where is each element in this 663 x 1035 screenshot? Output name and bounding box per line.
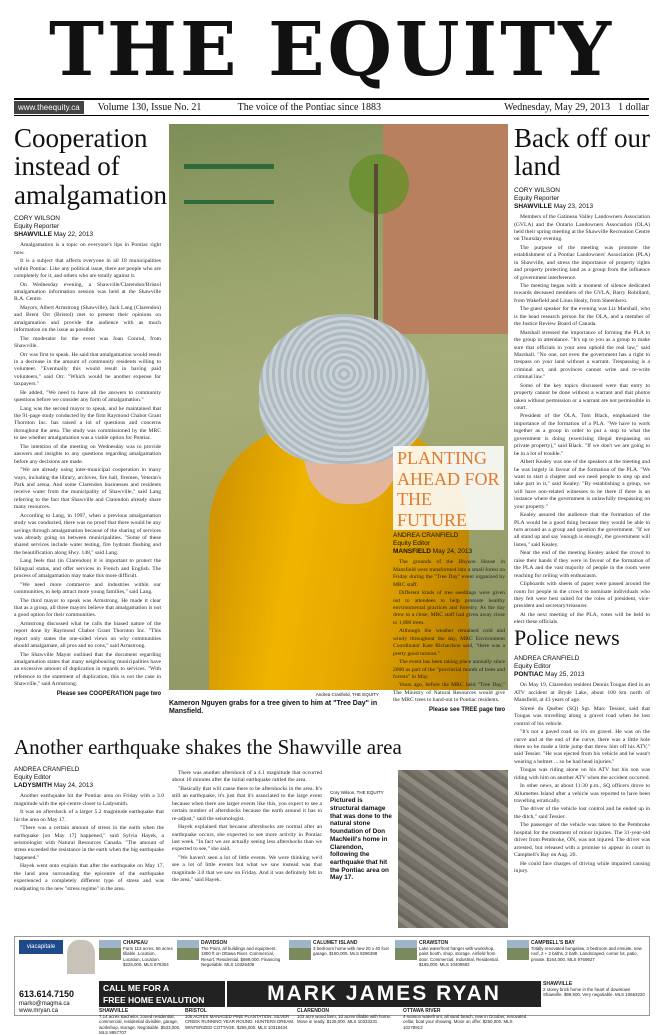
planting-overlay-title: PLANTING AHEAD FOR THE FUTURE	[393, 446, 504, 530]
headline-earthquake[interactable]: Another earthquake shakes the Shawville area	[14, 735, 402, 759]
byline	[514, 655, 650, 679]
listing-town: CHAPEAU	[123, 940, 148, 946]
listing-town: DAVIDSON	[201, 940, 228, 946]
paragraph: The guest speaker for the evening was Liz Marshall, who is the head research person for the OLA, and a member of the Justice Review Board of Canada.	[514, 306, 650, 328]
dateline-date: May 24, 2013	[53, 782, 94, 790]
paragraph: The Shawville Mayor outlined that the document regarding amalgamation states that many neighbouring municipalities have an excessive amount of duplication in regards to services. "With reference to the statement of duplication, this is not the case in Shawville," said Armstrong.	[14, 651, 161, 688]
dateline-date: May 25, 2013	[545, 671, 585, 679]
paragraph: Hayek explained that because aftershocks are normal after an earthquake occurs, she expected to see more activity in Pontiac last week. "In fact we are actually seeing less aftershocks than we expected to see," she said.	[172, 824, 322, 853]
author-name: CORY WILSON	[14, 215, 60, 223]
agent-email[interactable]: marko@magma.ca	[19, 1001, 70, 1007]
earthquake-photo[interactable]	[398, 770, 508, 928]
paragraph: Albert Kealey was one of the speakers at the meeting and he was largely in favour of the formation of the PLA. "We want to start a chapter and we need people to step up and take part in it," said Kealey. "By establishing a group, we will have non-related witnesses to be there if there is an instance where the government is unlawfully trespassing on your property."	[514, 459, 650, 510]
photo-credit: Cory Wilson, THE EQUITY	[330, 790, 384, 795]
photo-tent	[383, 124, 508, 334]
agent-website[interactable]: www.mryan.ca	[19, 1008, 59, 1015]
listing-text: 4-season waterfront, all sand beach, new in October, renovated cellar, boat your showing. Move on offer. $250,000. MLS 10278913	[403, 1014, 527, 1030]
paragraph: Marshall stressed the importance of forming the PLA to the group in attendance. "It's up to you as a group to make sure that officials in your area uphold the real law," said Marshall. "No one, not even the government has a right to trespass on your land without a warrant. Trespassing is a criminal act, and provinces cannot write and re-write criminal law."	[514, 329, 650, 381]
real-estate-ad[interactable]	[14, 936, 650, 1035]
listing-crawston[interactable]	[419, 940, 503, 978]
listing-ottawa-river[interactable]	[403, 1008, 527, 1030]
story-body	[393, 559, 505, 704]
tagline: The voice of the Pontiac since 1883	[237, 102, 381, 113]
listing-town: CLARENDON	[297, 1008, 329, 1014]
paragraph: According to Lang, in 1997, when a previous amalgamation study was conducted, there was no proof that there would be any savings through amalgamation because of the sharing of services was already going on between municipalities. "Some of these shared services include water testing, fire hydrant flushing and the beautification along Hwy. 148," said Lang.	[14, 512, 161, 556]
listing-text: Totally renovated bungalow, 3 bedroom and ensuite, new roof, 2 + 2 baths, 2 bath. Landscaped, corner lot, patio, private. $164,000. MLS 9769927	[531, 946, 642, 962]
paragraph: "There was a certain amount of stress in the earth when the earthquake [on May 17] happened," said Sylvia Hayek, a seismologist with Natural Resources Canada. "The amount of stress exceeded the resistance in the earth when the big earthquake happened."	[14, 825, 164, 861]
jump-link-tree[interactable]: Please see TREE page two	[428, 706, 505, 713]
listing-town: BRISTOL	[185, 1008, 207, 1014]
dateline-date: May 22, 2013	[53, 231, 94, 239]
photo-caption: Pictured is structural damage that was done to the natural stone foundation of Don MacNeill's home in Clarendon, following the earthquake that hit the Pontiac area on May 17.	[330, 797, 392, 882]
paragraph: He added, "We need to have all the answers to community questions before we consider any form of amalgamation."	[14, 389, 161, 404]
paragraph: Years ago, before the MRC held "Tree Day," The Ministry of Natural Resources would give the MRC trees to hand-out to Pontiac residents.	[393, 682, 505, 704]
byline	[514, 187, 650, 211]
paragraph: The driver of the vehicle lost control and he ended up in the ditch," said Tessier.	[514, 806, 650, 820]
author-role: Equity Editor	[393, 540, 430, 548]
byline	[14, 215, 161, 239]
listing-shawville-brick[interactable]	[543, 981, 647, 1015]
paragraph: On May 19, Clarendon resident Dennis Tougas died in an ATV accident at Bryde Lake, about 100 km north of Mansfield, at 43 years of age.	[514, 682, 650, 704]
paragraph: Although the weather remained cold and windy throughout the day, MRC Environment Coordinator Kate Richardson said, "there was a pretty good turnout."	[393, 628, 505, 657]
issue-price: 1 dollar	[618, 102, 649, 113]
paragraph: It was an aftershock of a larger 5.2 magnitude earthquake that hit the area on May 17.	[14, 809, 164, 823]
paragraph: Kealey assured the audience that the formation of the PLA would be a good thing because they would be able to turn around as a group and question the government. "If we all stand up and say 'enough is enough', the government will listen," said Kealey.	[514, 512, 650, 548]
dateline-place: MANSFIELD	[393, 548, 431, 556]
paragraph: Amalgamation is a topic on everyone's lips in Pontiac right now.	[14, 242, 161, 256]
listing-thumbnail	[177, 940, 199, 960]
paragraph: "It's not a paved road so it's on gravel. He was on the curve and at the end of the curve, there was a little hole there so he made a little jump that threw him off his ATV," said Tessier. "He was ejected from his vehicle and he wasn't wearing a helmet ... so he had head injuries."	[514, 729, 650, 765]
listing-bristol[interactable]	[185, 1008, 295, 1030]
listing-chapeau[interactable]	[123, 940, 173, 978]
listing-town: SHAWVILLE	[543, 981, 573, 987]
paragraph: "Basically that will cause there to be aftershocks in the area. It's still an earthquake, it's just that it's associated to the large event because when there are larger events like this, you expect to see a certain number of aftershocks because the earth around it has to re-adjust," said the seismologist.	[172, 785, 322, 822]
headline-amalgamation[interactable]: Cooperation instead of amalgamation	[14, 123, 167, 210]
listing-town: CAMPBELL'S BAY	[531, 940, 575, 946]
listing-clarendon[interactable]	[297, 1008, 401, 1025]
paragraph: "We need more commerce and industries within our communities, to help attract more young families," said Lang.	[14, 581, 161, 596]
paragraph: Tougas was riding alone on his ATV but his son was riding with him on another ATV when the accident occurred.	[514, 767, 650, 781]
listing-text: 2 storey brick home in the heart of downtown Shawville. $99,500. Very negotiable. MLS 10663220	[543, 987, 645, 998]
photo-knit-hat	[259, 314, 429, 464]
paragraph: In other news, at about 11:30 p.m., SQ officers drove to Allumettes Island after a vehicle was reported to have been travelling erratically.	[514, 783, 650, 805]
paragraph: Mayors, Albert Armstrong (Shawville), Jack Lang (Clarendon) and Brent Orr (Bristol) met to present their opinions on amalgamation and provide the audience with as much information on the issue as possible.	[14, 304, 161, 334]
paragraph: Another earthquake hit the Pontiac area on Friday with a 3.0 magnitude with the epi-centre closer to Ladysmith.	[14, 793, 164, 807]
dateline-place: PONTIAC	[514, 671, 544, 679]
story-body	[514, 682, 650, 875]
brokerage-logo: viacapitale	[19, 940, 63, 954]
paragraph: The grounds of the Rhyson House in Mansfield were transformed into a small forest on Friday during the "Tree Day" event organized by MRC staff.	[393, 559, 505, 588]
paragraph: Some of the key topics discussed were that entry to property cannot be done without a warrant and that photos taken without permission or a warrant are not permissible in court.	[514, 382, 650, 411]
story-earthquake-col1	[14, 766, 164, 930]
paragraph: It is a subject that affects everyone in all 18 municipalities within Pontiac. Like any political issue, there are people who are completely for it, and others who are totally against it.	[14, 258, 161, 280]
headline-land[interactable]: Back off our land	[514, 123, 650, 182]
story-planting	[393, 532, 505, 722]
paragraph: Hayek went onto explain that after the earthquake on May 17, the land area surrounding the epicentre of the earthquake experienced a completely different type of stress and was readjusting to the new "stress regime" in the area.	[14, 863, 164, 892]
listing-text: 105 ACRES MANAGED PINE PLANTATION. SILVER CREEK RUNNING YEAR ROUND. HUNTERS DREAM. WINTERIZED COTTAGE. $255,000. MLS 10318434	[185, 1014, 295, 1030]
dateline-date: May 23, 2013	[553, 202, 594, 210]
paragraph: He could face charges of driving while impaired causing injury.	[514, 860, 650, 874]
byline	[393, 532, 505, 556]
paragraph: The meeting began with a moment of silence dedicated towards deceased members of the GVLA, Barry Robillard, from Wakefield and Linus Healy, from Sheenboro.	[514, 283, 650, 304]
story-police	[514, 626, 650, 928]
story-body	[172, 770, 322, 885]
listing-town: OTTAWA RIVER	[403, 1008, 441, 1014]
earthquake-caption-block	[330, 790, 392, 882]
paragraph: The passenger of the vehicle was taken to the Pembroke hospital for the treatment of minor injuries. The 31-year-old driver from Pembroke, ON, was not injured. The driver was arrested, but released with a promise to appear in court in Campbell's Bay on Aug. 20.	[514, 822, 650, 859]
paragraph: There was another aftershock of a 4.1 magnitude that occurred about 10 minutes after the initial earthquake rattled the area.	[172, 770, 322, 784]
listing-text: The Point, all buildings and equipment. 1800 ft on Ottawa River. Commercial, Resort, Residential. $699,000. Financing Negotiable. MLS 10326408	[201, 946, 281, 967]
agent-contact	[15, 937, 97, 1017]
paragraph: "We are already using inter-municipal cooperation in many ways, including the library, archives, fire hall, firemen, Veteran's Park and arena. And some Clarendon businesses and residents receive water from the municipality of Shawville," said Lang referring to the fact that Shawville and Clarendon already share many resources.	[14, 467, 161, 511]
listing-town: CRAWSTON	[419, 940, 449, 946]
paragraph: President of the OLA, Tom Black, emphasized the importance of the formation of a PLA. "We have to work together as a group in order to put a stop to what the government is doing (exercising illegal trespassing on private property)," said Black. "If we don't we are going to be in a lot of trouble."	[514, 413, 650, 457]
author-name: ANDREA CRANFIELD	[14, 766, 80, 773]
paragraph: Orr was first to speak. He said that amalgamation would result in a decrease in the amount of community residents willing to volunteer. "Eventually this would result in having paid volunteers," said Orr. "Which would be another expense for taxpayers."	[14, 351, 161, 388]
listing-text: 7.14 acres Bachelor, zoned residential, commercial, residential divisible, garage, workshop, storage. Negotiable. $533,000. MLS 9957707	[99, 1014, 181, 1035]
paragraph: The event has been taking place annually since 2000 as part of the "provincial month of trees and forests" in May.	[393, 659, 505, 680]
call-line-1: CALL ME FOR A	[103, 983, 170, 993]
author-role: Equity Editor	[514, 663, 551, 671]
volume-issue: Volume 130, Issue No. 21	[97, 102, 202, 113]
evaluation-banner	[99, 981, 225, 1007]
story-land	[514, 124, 650, 624]
paragraph: Lang feels that (in Clarendon) it is important to protect the bilingual status, and offer services in French and English. The process of amalgamation may make this more difficult.	[14, 558, 161, 580]
dateline-place: SHAWVILLE	[14, 231, 52, 239]
call-line-2: FREE HOME EVALUTION	[103, 995, 205, 1005]
paragraph: Lang was the second mayor to speak, and he maintained that the 91-page study conducted by the firm Raymond Chabot Grant Thornton Inc. has raised a lot of questions and concerns throughout the area. The study was commissioned by the MRC to see whether amalgamation was a viable option for Pontiac.	[14, 405, 161, 442]
author-name: CORY WILSON	[514, 186, 560, 194]
paragraph: The purpose of the meeting was promote the establishment of a Pontiac Landowners' Association (PLA) in Shawville, and stress the importance of property rights and property protecting land as a group from the influence of government interference.	[514, 244, 650, 281]
issue-date: Wednesday, May 29, 2013	[504, 102, 611, 113]
agent-email-web	[19, 1001, 70, 1015]
author-role: Equity Reporter	[14, 223, 60, 231]
listing-davidson[interactable]	[201, 940, 285, 978]
photo-credit: Andrea Cranfield, THE EQUITY	[315, 692, 379, 697]
byline	[14, 766, 164, 790]
dateline-place: SHAWVILLE	[514, 202, 552, 210]
story-earthquake-col2	[172, 770, 322, 930]
paragraph: "We haven't seen a lot of little events. We were thinking we'd see a lot of little events but what we saw instead was that magnitude 3.0 that we saw on Friday. And it was definitely felt in the area," said Hayek.	[172, 854, 322, 884]
author-role: Equity Editor	[14, 774, 51, 782]
listing-town: SHAWVILLE	[99, 1008, 129, 1014]
jump-link-cooperation[interactable]: Please see COOPERATION page two	[56, 690, 161, 697]
author-name: ANDREA CRANFIELD	[514, 655, 580, 663]
listing-shawville[interactable]	[99, 1008, 183, 1035]
website-link[interactable]: www.theequity.ca	[14, 101, 84, 114]
agent-portrait	[67, 940, 95, 974]
story-body	[514, 214, 650, 627]
author-role: Equity Reporter	[514, 194, 560, 202]
dateline-place: LADYSMITH	[14, 782, 52, 790]
paragraph: The intention of the meeting on Wednesday was to provide answers and insights to any questions regarding amalgamation before any decisions are made.	[14, 443, 161, 465]
paragraph: At the next meeting of the PLA, votes will be held to elect these officials.	[514, 611, 650, 626]
listing-thumbnail	[289, 940, 311, 960]
photo-leaves	[349, 154, 409, 214]
listing-thumbnail	[99, 940, 121, 960]
listing-thumbnail	[395, 940, 417, 960]
paragraph: Members of the Gatineau Valley Landowners Association (GVLA) and the Ontario Landowners Association (OLA) held their spring meeting at the Shawville Recreation Centre on Thursday evening.	[514, 214, 650, 243]
paragraph: Armstrong discussed what he calls the biased nature of the report done by Raymond Chabot Grant Thornton Inc. "This report only states the one-sided views on why communities should amalgamate, all pros and no cons," said Armstrong.	[14, 620, 161, 650]
listing-calumet-island[interactable]	[313, 940, 391, 978]
dateline-date: May 24, 2013	[432, 548, 473, 556]
paragraph: The moderator for the event was Joan Conrod, from Shawville.	[14, 335, 161, 350]
paragraph: Clipboards with sheets of paper were passed around the room for people in the crowd to nominate individuals who they felt were best suited for the roles of president, vice-president and secretary/treasurer.	[514, 581, 650, 610]
headline-police[interactable]: Police news	[514, 625, 620, 650]
agent-phone[interactable]: 613.614.7150	[19, 989, 75, 999]
listing-text: Lake waterfront hanger with workshop, paint booth, shop, storage. Airfield from door. Commercial, Industrial, Residential. $165,000. MLS 10409582	[419, 946, 500, 967]
paragraph: Sûreté du Québec (SQ) Sgt. Marc Tessier, said that Tougas was travelling along a gravel road when he lost control of his vehicle.	[514, 705, 650, 727]
listing-campbells-bay[interactable]	[531, 940, 647, 978]
listing-text: Farm 113 acres, 56 acres tillable. Location, Location, Location. $225,000. MLS 876304	[123, 946, 173, 967]
story-body	[14, 242, 161, 688]
paragraph: On Wednesday evening, a Shawville/Clarendon/Bristol amalgamation information session was held at the Shawville R.A. Centre.	[14, 281, 161, 303]
paragraph: Different kinds of tree seedlings were given out to attendees to help promote healthy environmental practices and forestry. As the day drew to a close, MRC staff had given away close to 1,800 trees.	[393, 590, 505, 626]
story-amalgamation	[14, 123, 167, 724]
story-body	[14, 793, 164, 893]
paragraph: Near the end of the meeting Kealey asked the crowd to raise their hands if they were in favour of the formation of the PLA and the vast majority of people in the room were reaching for ceiling with enthusiasm.	[514, 550, 650, 579]
photo-bench	[184, 164, 274, 204]
listing-town: CALUMET ISLAND	[313, 940, 358, 946]
listing-text: 3 bedroom home with new 20 x 40 foot garage. $160,000. MLS 8296398	[313, 946, 389, 957]
listing-text: 103 acre wood farm, 10 acres tillable with home. Move in ready. $125,000. MLS 10333231	[297, 1014, 392, 1025]
paragraph: The third mayor to speak was Armstrong. He made it clear that as a group, all three mayors believe that amalgamation is not a good option for their communities.	[14, 597, 161, 619]
photo-caption: Kameron Nguyen grabs for a tree given to him at "Tree Day" in Mansfield.	[169, 700, 378, 716]
author-name: ANDREA CRANFIELD	[393, 532, 459, 539]
agent-name-banner: MARK JAMES RYAN	[227, 981, 541, 1007]
masthead-title: THE EQUITY	[48, 7, 615, 93]
dateline-bar	[14, 98, 649, 116]
listing-thumbnail	[507, 940, 529, 960]
